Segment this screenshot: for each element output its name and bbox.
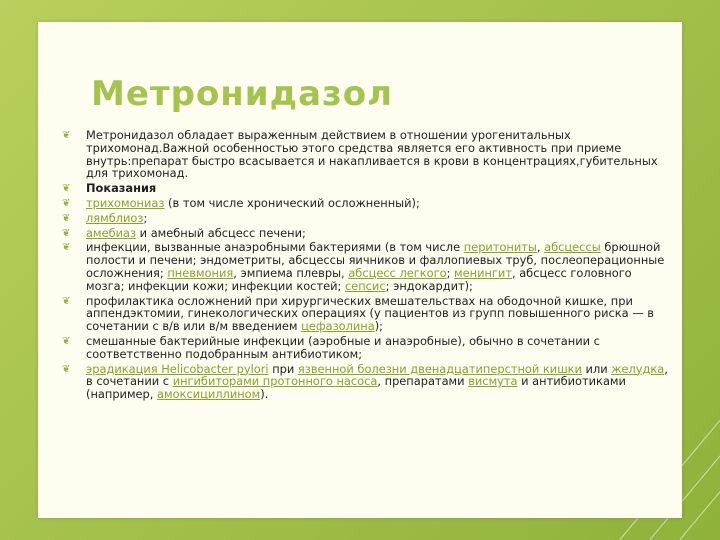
bullet-list xyxy=(58,129,670,403)
leaf-bullet-icon: ❦ xyxy=(62,227,71,239)
text-link[interactable]: перитониты xyxy=(463,240,537,255)
item-text: смешанные бактерийные инфекции (аэробные и анаэробные), обычно в сочетании с соответственно подобранным антибиотиком; xyxy=(86,333,600,361)
item-text: ; эндокардит); xyxy=(385,278,473,293)
list-item xyxy=(58,363,670,401)
section-heading: Показания xyxy=(86,181,157,196)
list-item xyxy=(58,335,670,361)
item-text: , препаратами xyxy=(377,374,469,389)
item-text: Метронидазол обладает выраженным действием в отношении урогенитальных трихомонад.Важной особенностью этого средства является его активность при приеме внутрь:препарат быстро всасывается и накапливается в крови в концентрациях,губительных для трихомонад. xyxy=(86,128,658,181)
slide-title: Метронидазол xyxy=(91,74,394,114)
list-item xyxy=(58,241,670,292)
list-item xyxy=(58,295,670,333)
item-text: , абсцесс головного мозга; инфекции кожи; инфекции костей; xyxy=(86,265,632,293)
item-text: и антибиотиками (например, xyxy=(86,374,626,402)
text-link[interactable]: эрадикация Helicobacter pylori xyxy=(86,361,269,376)
item-text: брюшной полости и печени; эндометриты, абсцессы яичников и фаллопиевых труб, послеоперационные осложнения; xyxy=(86,240,665,280)
list-item xyxy=(58,212,670,225)
text-link[interactable]: трихомониаз xyxy=(86,195,165,210)
text-link[interactable]: ингибиторами протонного насоса xyxy=(172,374,378,389)
item-text: и амебный абсцесс печени; xyxy=(136,225,306,240)
item-text: профилактика осложнений при хирургических вмешательствах на ободочной кишке, при аппендэктомии, гинекологических операциях (у пациентов из групп повышенного риска — в сочетании с в/в или в/м введением xyxy=(86,293,654,334)
text-link[interactable]: сепсис xyxy=(344,278,386,293)
leaf-bullet-icon: ❦ xyxy=(62,242,71,254)
slide-card xyxy=(38,22,682,518)
item-text: , xyxy=(536,240,545,255)
text-link[interactable]: лямблиоз xyxy=(86,210,144,225)
text-link[interactable]: пневмония xyxy=(167,265,234,280)
text-link[interactable]: амоксициллином xyxy=(157,387,261,402)
leaf-bullet-icon: ❦ xyxy=(62,130,71,141)
list-item xyxy=(58,197,670,210)
item-text: , в сочетании с xyxy=(86,361,668,389)
text-link[interactable]: менингит xyxy=(454,265,512,280)
item-text: инфекции, вызванные анаэробными бактериями (в том числе xyxy=(86,240,464,255)
leaf-bullet-icon: ❦ xyxy=(62,183,71,195)
list-item xyxy=(58,227,670,240)
item-text: ; xyxy=(446,265,455,280)
leaf-bullet-icon: ❦ xyxy=(62,363,71,375)
list-item xyxy=(58,182,670,195)
text-link[interactable]: язвенной болезни двенадцатиперстной кишки xyxy=(297,361,582,376)
leaf-bullet-icon: ❦ xyxy=(62,295,71,307)
item-text: ). xyxy=(260,387,269,402)
item-text: , эмпиема плевры, xyxy=(233,265,349,280)
text-link[interactable]: амебиаз xyxy=(86,225,137,240)
leaf-bullet-icon: ❦ xyxy=(62,197,71,209)
leaf-bullet-icon: ❦ xyxy=(62,335,71,347)
text-link[interactable]: абсцесс легкого xyxy=(348,265,447,280)
item-text: ; xyxy=(143,210,148,225)
item-text: ); xyxy=(374,319,384,334)
text-link[interactable]: желудка xyxy=(611,361,665,376)
leaf-bullet-icon: ❦ xyxy=(62,212,71,224)
item-text: или xyxy=(581,361,612,376)
item-text: при xyxy=(268,361,298,376)
text-link[interactable]: висмута xyxy=(468,374,518,389)
text-link[interactable]: абсцессы xyxy=(544,240,601,255)
text-link[interactable]: цефазолина xyxy=(301,319,375,334)
item-text: (в том числе хронический осложненный); xyxy=(164,195,420,210)
list-item xyxy=(58,129,670,180)
